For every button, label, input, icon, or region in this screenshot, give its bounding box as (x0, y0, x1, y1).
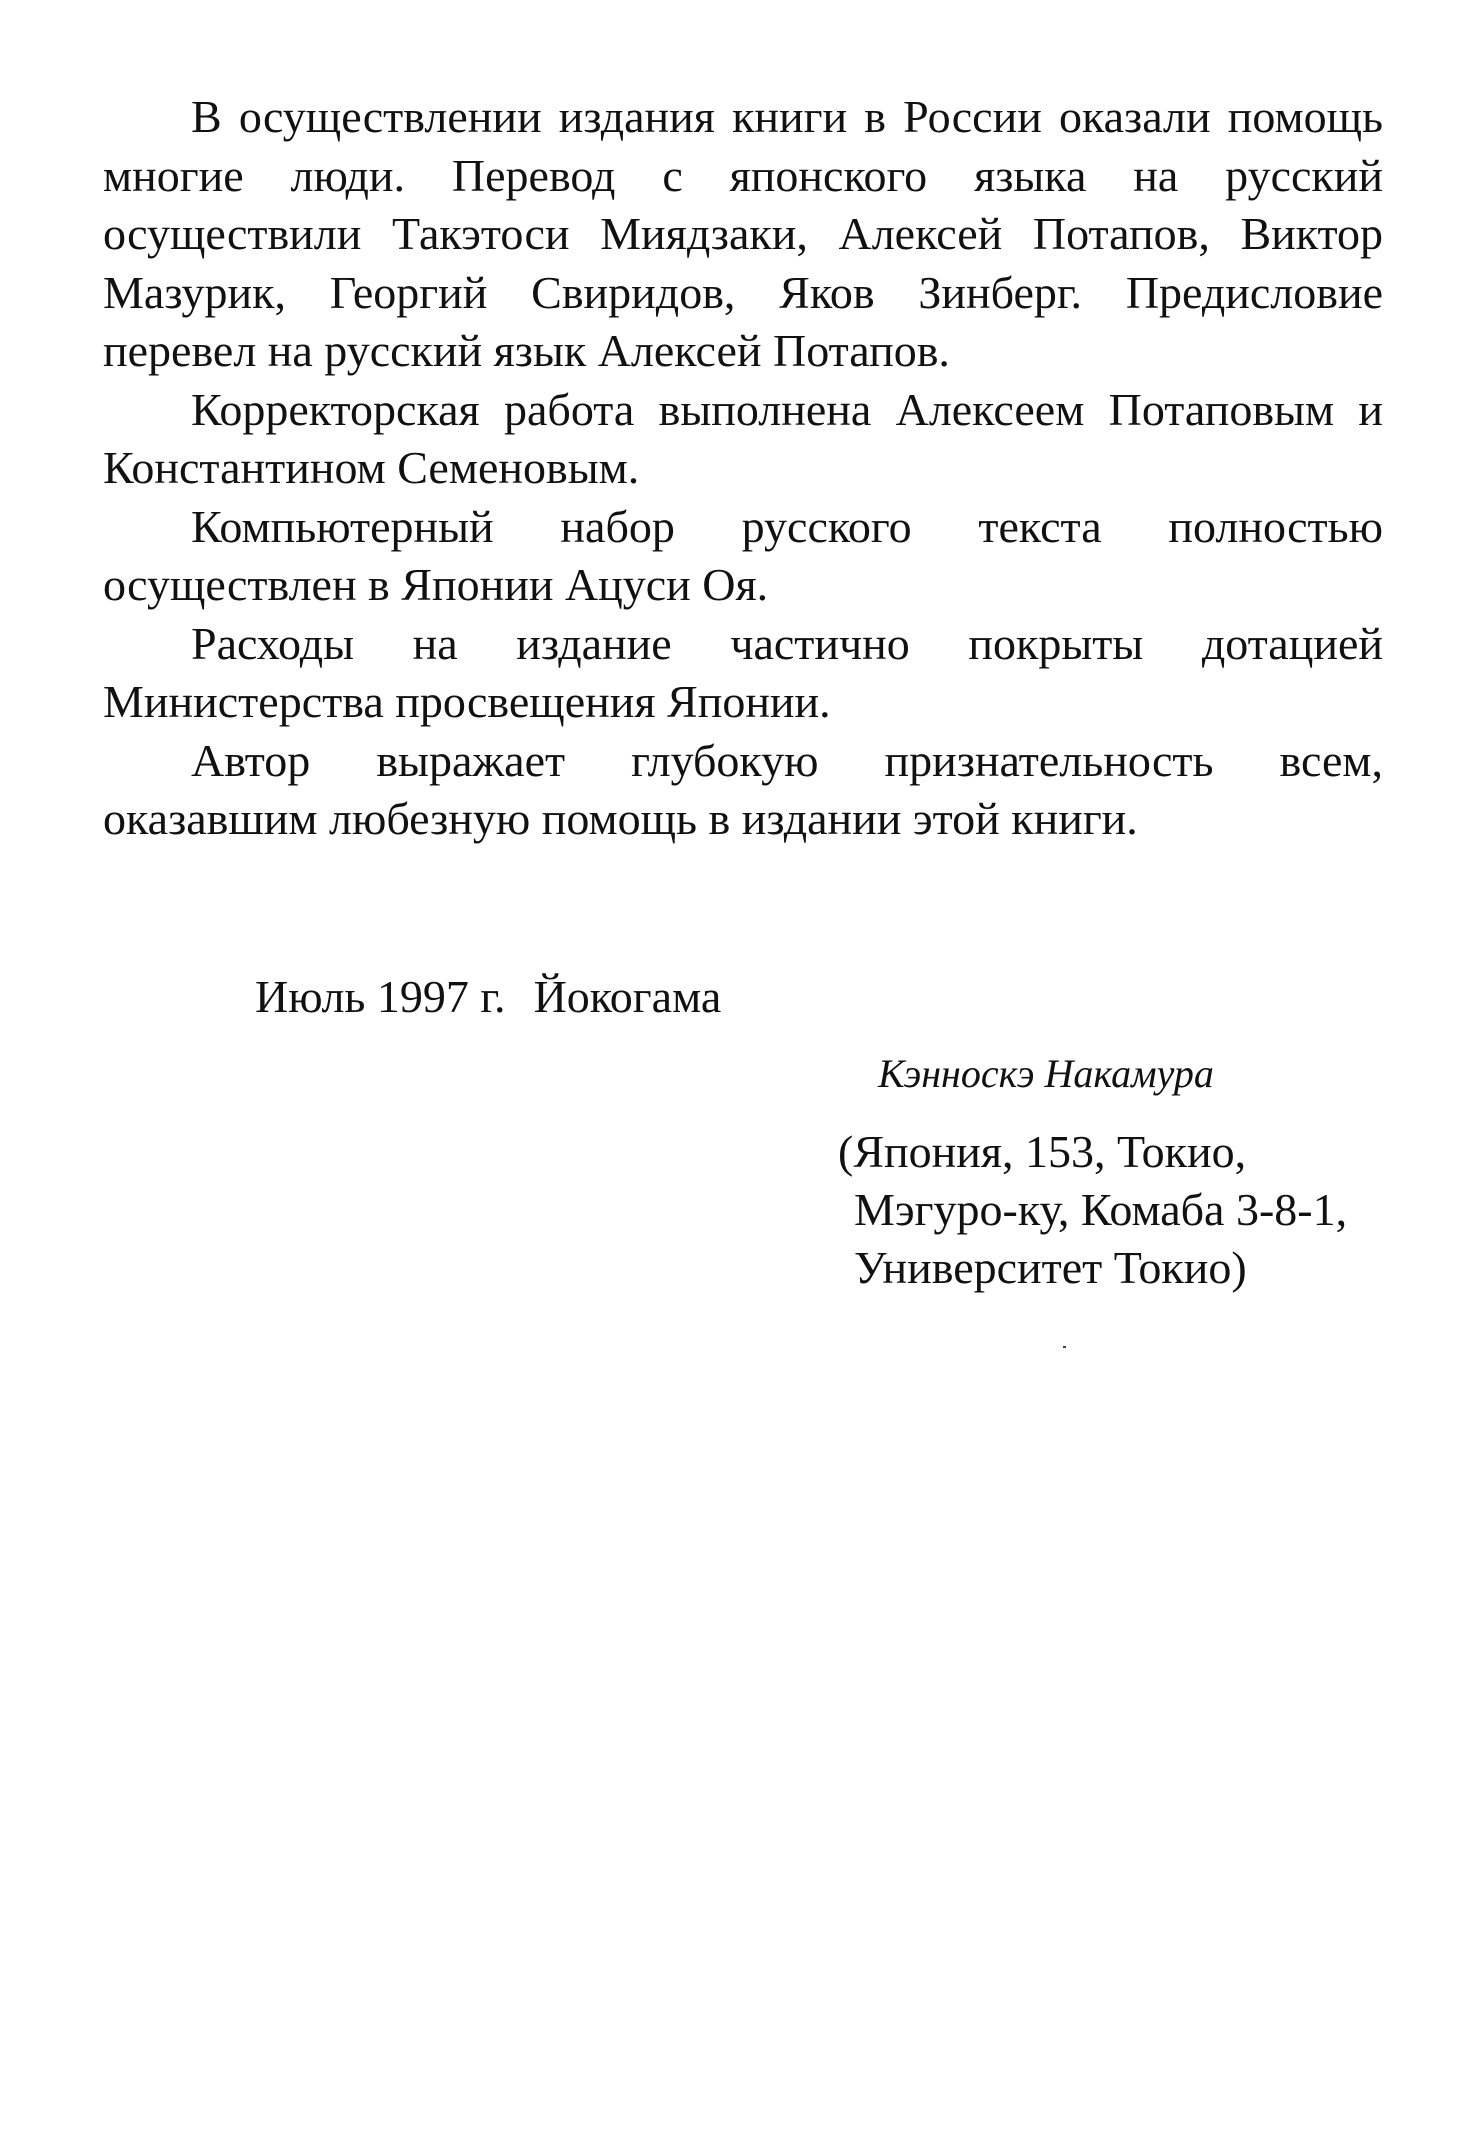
paragraph-typesetting: Компьютерный набор русского текста полностью осуществлен в Японии Ацуси Оя. (103, 500, 1383, 610)
paragraph-funding: Расходы на издание частично покрыты дотацией Министерства просвещения Японии. (103, 617, 1383, 727)
date: Июль 1997 г. (255, 971, 506, 1022)
paragraph-gratitude: Автор выражает глубокую признательность всем, оказавшим любезную помощь в издании этой книги. (103, 734, 1383, 844)
paragraph-translators: В осуществлении издания книги в России оказали помощь многие люди. Перевод с японского языка на русский осуществили Такэтоси Миядзаки, Алексей Потапов, Виктор Мазурик, Георгий Свиридов, Яков Зинберг. Предисловие перевел на русский язык Алексей Потапов. (103, 91, 1383, 376)
author-address (838, 1123, 1347, 1297)
paragraph-proofreading: Корректорская работа выполнена Алексеем Потаповым и Константином Семеновым. (103, 383, 1383, 493)
address-line-1: (Япония, 153, Токио, (838, 1126, 1247, 1177)
date-place-line (255, 968, 721, 1026)
city: Йокогама (533, 971, 722, 1022)
author-signature: Кэнноскэ Накамура (878, 1051, 1214, 1096)
scan-speck (1063, 1346, 1066, 1348)
address-line-3: Университет Токио) (854, 1242, 1247, 1293)
acknowledgments-text (103, 88, 1383, 849)
address-line-2: Мэгуро-ку, Комаба 3-8-1, (854, 1184, 1348, 1235)
